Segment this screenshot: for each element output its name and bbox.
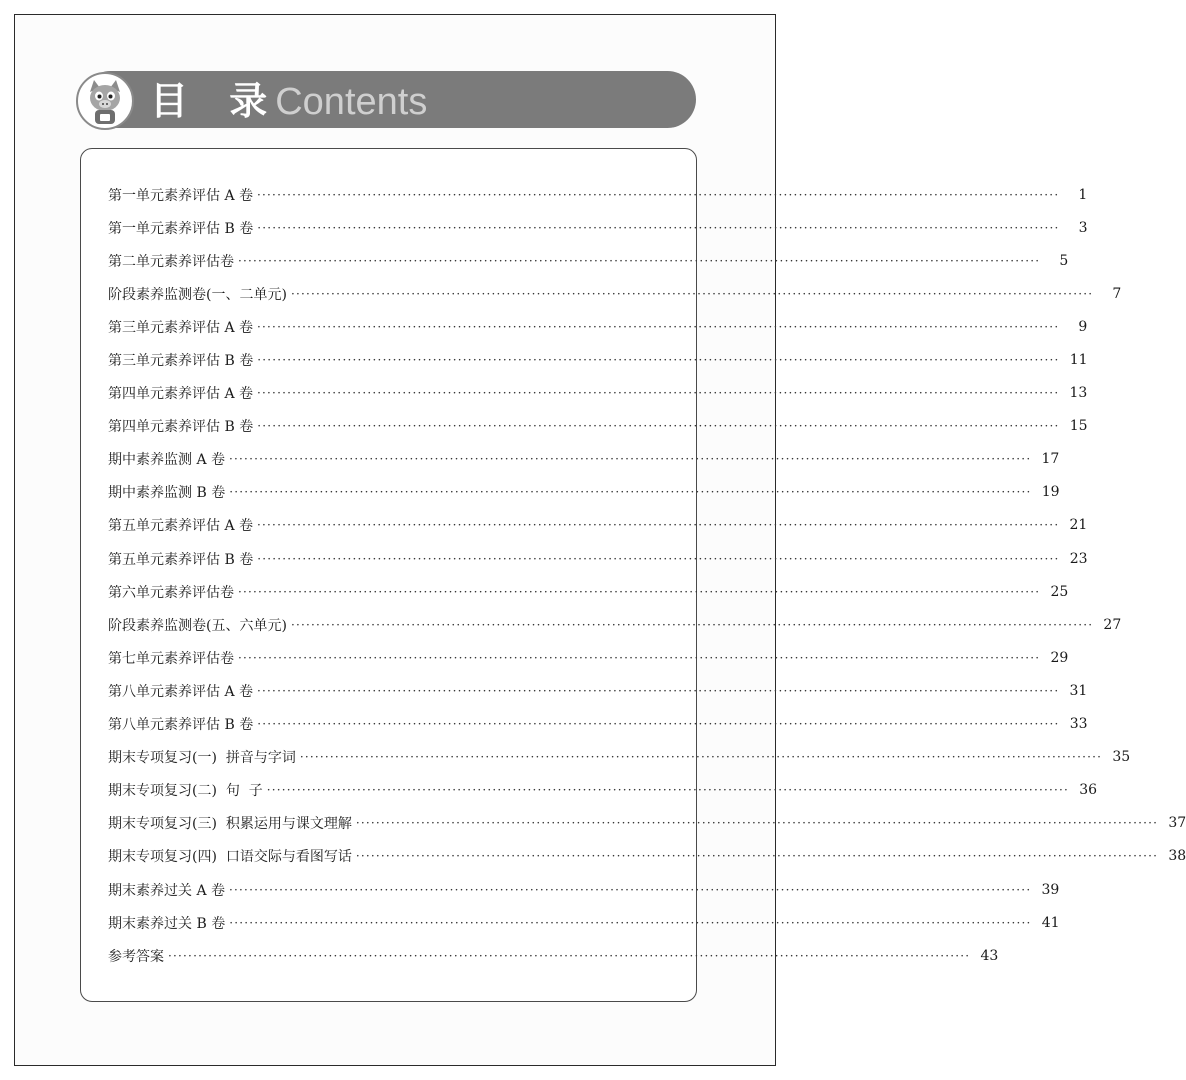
entry-page-number: 37 xyxy=(1168,815,1186,832)
toc-entry[interactable] xyxy=(108,542,1088,575)
toc-entry[interactable] xyxy=(108,211,1088,244)
entry-page-number: 21 xyxy=(1069,517,1088,534)
toc-entry[interactable] xyxy=(108,840,1186,873)
toc-entry[interactable] xyxy=(108,410,1088,443)
toc-entry[interactable] xyxy=(108,575,1069,608)
entry-page-number: 3 xyxy=(1078,219,1088,236)
leader-dots: ································································································································································ xyxy=(238,650,1041,665)
toc-entry[interactable] xyxy=(108,377,1088,410)
toc-list xyxy=(108,178,1186,972)
leader-dots: ································································································································································ xyxy=(257,220,1060,235)
entry-title: 期末素养过关 B 卷 xyxy=(108,915,226,932)
leader-dots: ································································································································································ xyxy=(257,518,1060,533)
leader-dots: ································································································································································ xyxy=(257,683,1060,698)
entry-title: 第三单元素养评估 A 卷 xyxy=(108,319,254,336)
leader-dots: ································································································································································ xyxy=(257,187,1060,202)
entry-page-number: 35 xyxy=(1112,749,1131,766)
toc-entry[interactable] xyxy=(108,741,1131,774)
entry-title: 第八单元素养评估 A 卷 xyxy=(108,683,254,700)
entry-title: 期末专项复习(三) 积累运用与课文理解 xyxy=(108,816,352,833)
entry-page-number: 43 xyxy=(980,947,999,964)
title-chinese: 目 录 xyxy=(150,79,282,123)
toc-entry[interactable] xyxy=(108,343,1088,376)
leader-dots: ································································································································································ xyxy=(266,783,1070,798)
entry-title: 阶段素养监测卷(一、二单元) xyxy=(108,286,287,303)
leader-dots: ································································································································································ xyxy=(257,551,1060,566)
leader-dots: ································································································································································ xyxy=(257,419,1060,434)
entry-title: 第六单元素养评估卷 xyxy=(108,584,234,601)
leader-dots: ································································································································································ xyxy=(290,286,1094,301)
leader-dots: ································································································································································ xyxy=(229,485,1032,500)
entry-page-number: 11 xyxy=(1069,352,1088,369)
entry-title: 阶段素养监测卷(五、六单元) xyxy=(108,617,287,634)
entry-page-number: 17 xyxy=(1041,451,1060,468)
entry-title: 第八单元素养评估 B 卷 xyxy=(108,717,254,734)
entry-page-number: 9 xyxy=(1078,318,1088,335)
entry-title: 期中素养监测 B 卷 xyxy=(108,485,226,502)
leader-dots: ································································································································································ xyxy=(257,319,1060,334)
entry-page-number: 7 xyxy=(1112,285,1122,302)
entry-title: 期中素养监测 A 卷 xyxy=(108,452,226,469)
entry-title: 第一单元素养评估 A 卷 xyxy=(108,187,254,204)
entry-title: 第二单元素养评估卷 xyxy=(108,253,234,270)
toc-entry[interactable] xyxy=(108,509,1088,542)
entry-title: 期末素养过关 A 卷 xyxy=(108,882,226,899)
entry-page-number: 19 xyxy=(1041,484,1060,501)
entry-page-number: 13 xyxy=(1069,385,1088,402)
entry-page-number: 25 xyxy=(1050,583,1069,600)
toc-entry[interactable] xyxy=(108,443,1060,476)
toc-entry[interactable] xyxy=(108,774,1098,807)
leader-dots: ································································································································································ xyxy=(229,915,1032,930)
leader-dots: ································································································································································ xyxy=(257,353,1060,368)
entry-page-number: 33 xyxy=(1069,716,1088,733)
entry-title: 第五单元素养评估 B 卷 xyxy=(108,551,254,568)
entry-title: 第三单元素养评估 B 卷 xyxy=(108,353,254,370)
leader-dots: ································································································································································ xyxy=(355,816,1159,831)
toc-entry[interactable] xyxy=(108,476,1060,509)
mascot-icon xyxy=(76,72,134,130)
entry-title: 期末专项复习(二) 句 子 xyxy=(108,783,263,800)
entry-title: 参考答案 xyxy=(108,948,164,965)
entry-page-number: 15 xyxy=(1069,418,1088,435)
leader-dots: ································································································································································ xyxy=(299,750,1103,765)
title-english: Contents xyxy=(275,81,428,123)
entry-page-number: 39 xyxy=(1041,881,1060,898)
entry-title: 第四单元素养评估 A 卷 xyxy=(108,386,254,403)
toc-entry[interactable] xyxy=(108,608,1122,641)
page-title xyxy=(150,77,427,125)
entry-page-number: 29 xyxy=(1050,649,1069,666)
toc-entry[interactable] xyxy=(108,244,1069,277)
entry-title: 期末专项复习(四) 口语交际与看图写话 xyxy=(108,849,352,866)
toc-entry[interactable] xyxy=(108,906,1060,939)
leader-dots: ································································································································································ xyxy=(238,584,1041,599)
entry-title: 第五单元素养评估 A 卷 xyxy=(108,518,254,535)
entry-title: 第七单元素养评估卷 xyxy=(108,650,234,667)
entry-page-number: 5 xyxy=(1059,252,1069,269)
entry-page-number: 31 xyxy=(1069,682,1088,699)
entry-page-number: 41 xyxy=(1041,914,1060,931)
entry-page-number: 1 xyxy=(1078,186,1088,203)
toc-entry[interactable] xyxy=(108,873,1060,906)
leader-dots: ································································································································································ xyxy=(229,452,1032,467)
entry-title: 第一单元素养评估 B 卷 xyxy=(108,220,254,237)
toc-entry[interactable] xyxy=(108,807,1186,840)
toc-entry[interactable] xyxy=(108,939,999,972)
toc-entry[interactable] xyxy=(108,310,1088,343)
leader-dots: ································································································································································ xyxy=(290,617,1094,632)
leader-dots: ································································································································································ xyxy=(257,386,1060,401)
toc-entry[interactable] xyxy=(108,178,1088,211)
entry-page-number: 27 xyxy=(1103,616,1122,633)
toc-entry[interactable] xyxy=(108,708,1088,741)
leader-dots: ································································································································································ xyxy=(168,948,971,963)
entry-page-number: 23 xyxy=(1069,550,1088,567)
leader-dots: ································································································································································ xyxy=(257,717,1060,732)
entry-page-number: 38 xyxy=(1168,848,1186,865)
toc-entry[interactable] xyxy=(108,641,1069,674)
leader-dots: ································································································································································ xyxy=(355,849,1159,864)
entry-title: 期末专项复习(一) 拼音与字词 xyxy=(108,750,296,767)
toc-entry[interactable] xyxy=(108,674,1088,707)
entry-page-number: 36 xyxy=(1079,782,1098,799)
toc-entry[interactable] xyxy=(108,277,1122,310)
leader-dots: ································································································································································ xyxy=(238,253,1041,268)
leader-dots: ································································································································································ xyxy=(229,882,1032,897)
entry-title: 第四单元素养评估 B 卷 xyxy=(108,419,254,436)
